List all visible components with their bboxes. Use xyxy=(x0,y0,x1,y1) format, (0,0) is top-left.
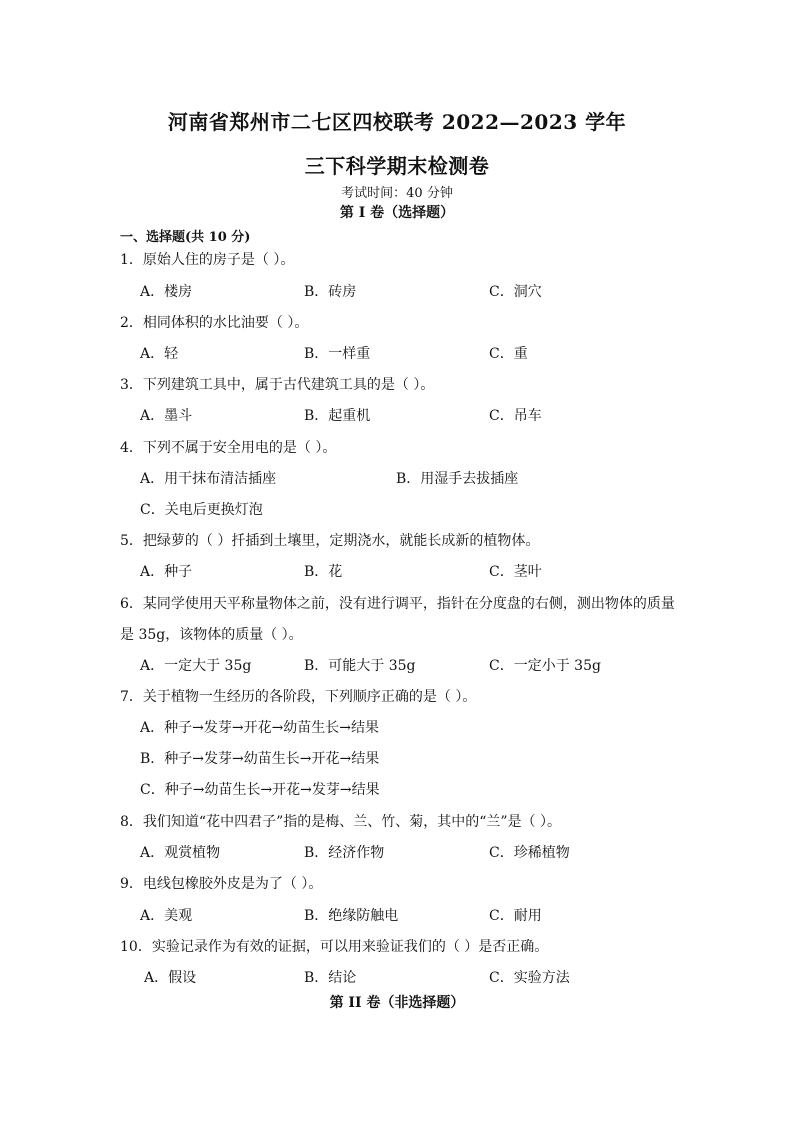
question-9-option-c: C．耐用 xyxy=(489,908,542,924)
question-6-option-b: B．可能大于 35g xyxy=(304,658,416,674)
question-9-option-b: B．绝缘防触电 xyxy=(304,908,399,924)
question-5: 5．把绿萝的（ ）扦插到土壤里，定期浇水，就能长成新的植物体。 xyxy=(120,533,540,549)
question-9-option-a: A．美观 xyxy=(140,908,193,924)
question-5-option-c: C．茎叶 xyxy=(489,564,542,580)
question-2: 2．相同体积的水比油要（ ）。 xyxy=(120,315,309,331)
question-10: 10．实验记录作为有效的证据，可以用来验证我们的（ ）是否正确。 xyxy=(120,939,549,955)
question-10-option-a: A．假设 xyxy=(144,970,197,986)
question-10-option-c: C．实验方法 xyxy=(489,970,570,986)
question-5-option-a: A．种子 xyxy=(140,564,193,580)
exam-time: 考试时间：40 分钟 xyxy=(341,186,453,201)
volume-2-heading: 第 II 卷（非选择题） xyxy=(329,995,465,1011)
volume-1-heading: 第 I 卷（选择题） xyxy=(339,205,455,221)
question-2-option-b: B．一样重 xyxy=(304,346,371,362)
question-1: 1．原始人住的房子是（ ）。 xyxy=(120,252,295,268)
question-8-option-a: A．观赏植物 xyxy=(140,845,221,861)
question-8-option-b: B．经济作物 xyxy=(304,845,385,861)
question-10-option-b: B．结论 xyxy=(304,970,357,986)
question-3-option-a: A．墨斗 xyxy=(140,408,193,424)
question-1-option-a: A．楼房 xyxy=(140,284,193,300)
question-1-option-b: B．砖房 xyxy=(304,284,357,300)
question-7: 7．关于植物一生经历的各阶段，下列顺序正确的是（ ）。 xyxy=(120,689,477,705)
question-3: 3．下列建筑工具中，属于古代建筑工具的是（ ）。 xyxy=(120,377,435,393)
question-6-option-c: C．一定小于 35g xyxy=(489,658,601,674)
question-4-option-a: A．用干抹布清洁插座 xyxy=(140,471,277,487)
question-4-option-c: C．关电后更换灯泡 xyxy=(140,502,263,518)
question-7-option-a: A．种子→发芽→开花→幼苗生长→结果 xyxy=(140,720,380,736)
question-7-option-c: C．种子→幼苗生长→开花→发芽→结果 xyxy=(140,782,380,798)
question-6-continued: 是 35g，该物体的质量（ ）。 xyxy=(120,627,303,643)
question-2-option-a: A．轻 xyxy=(140,346,179,362)
question-6: 6．某同学使用天平称量物体之前，没有进行调平，指针在分度盘的右侧，测出物体的质量 xyxy=(120,596,675,612)
question-8: 8．我们知道“花中四君子”指的是梅、兰、竹、菊，其中的“兰”是（ ）。 xyxy=(120,814,561,830)
question-5-option-b: B．花 xyxy=(304,564,343,580)
question-8-option-c: C．珍稀植物 xyxy=(489,845,570,861)
question-7-option-b: B．种子→发芽→幼苗生长→开花→结果 xyxy=(140,751,380,767)
exam-title-line1: 河南省郑州市二七区四校联考 2022—2023 学年 xyxy=(167,110,627,134)
section-title-choice: 一、选择题(共 10 分) xyxy=(120,230,251,245)
question-6-option-a: A．一定大于 35g xyxy=(140,658,252,674)
question-4: 4．下列不属于安全用电的是（ ）。 xyxy=(120,440,337,456)
exam-title-line2: 三下科学期末检测卷 xyxy=(304,154,490,178)
question-2-option-c: C．重 xyxy=(489,346,528,362)
question-1-option-c: C．洞穴 xyxy=(489,284,542,300)
question-9: 9．电线包橡胶外皮是为了（ ）。 xyxy=(120,876,323,892)
question-3-option-b: B．起重机 xyxy=(304,408,371,424)
question-4-option-b: B．用湿手去拔插座 xyxy=(396,471,519,487)
question-3-option-c: C．吊车 xyxy=(489,408,542,424)
